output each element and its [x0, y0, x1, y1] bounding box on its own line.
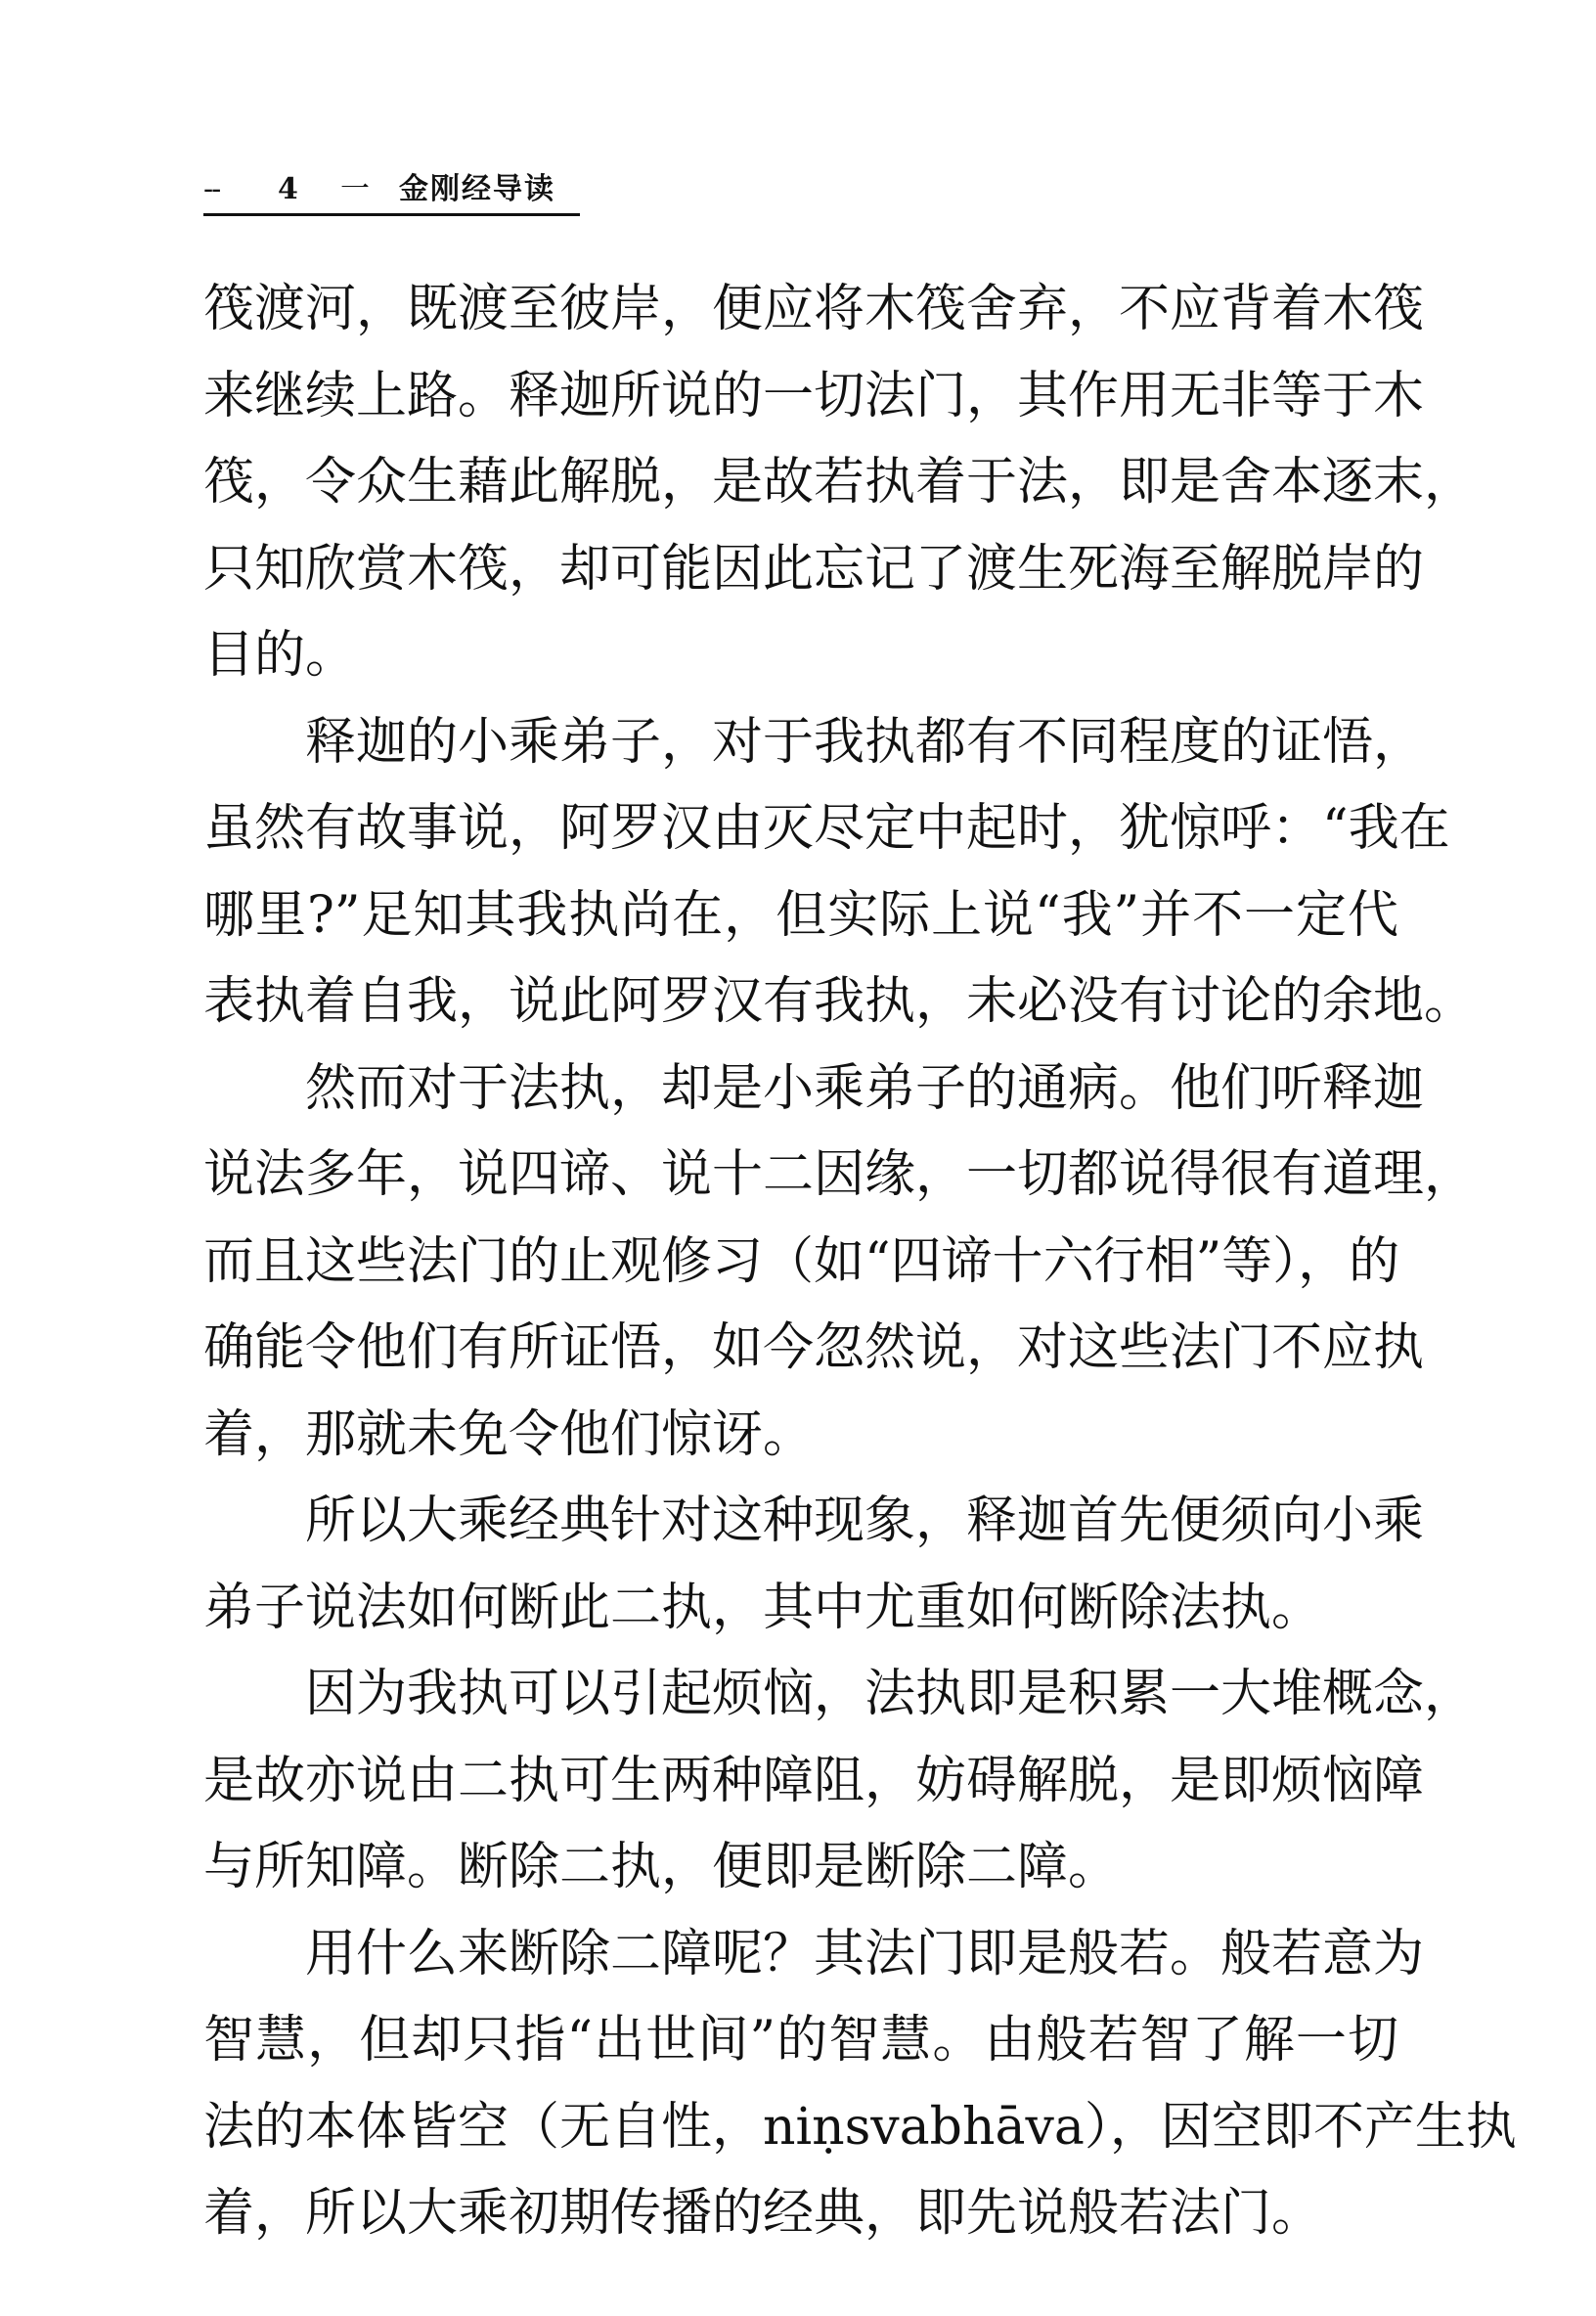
header-rule [203, 213, 580, 216]
text-line: 因为我执可以引起烦恼，法执即是积累一大堆概念， [305, 1665, 1476, 1723]
text-line: 筏渡河，既渡至彼岸，便应将木筏舍弃，不应背着木筏 [203, 280, 1425, 338]
running-header [203, 166, 580, 213]
paragraph [203, 1478, 1425, 1651]
paragraph [203, 266, 1476, 699]
text-line: 用什么来断除二障呢？其法门即是般若。般若意为 [305, 1924, 1425, 1983]
text-line: 智慧，但却只指“出世间”的智慧。由般若智了解一切 [203, 2011, 1398, 2070]
header-dash-left: -- [203, 172, 220, 206]
text-line: 只知欣赏木筏，却可能因此忘记了渡生死海至解脱岸的 [203, 539, 1425, 599]
paragraph [203, 1046, 1476, 1479]
header-dash-mid: 一 [340, 172, 370, 206]
text-line: 表执着自我，说此阿罗汉有我执，未必没有讨论的余地。 [203, 972, 1476, 1031]
text-line: 与所知障。断除二执，便即是断除二障。 [203, 1838, 1120, 1896]
text-line: 虽然有故事说，阿罗汉由灭尽定中起时，犹惊呼：“我在 [203, 799, 1450, 858]
paragraph [203, 1911, 1517, 2257]
text-line: 所以大乘经典针对这种现象，释迦首先便须向小乘 [305, 1492, 1425, 1550]
paragraph [203, 699, 1476, 1046]
text-line: 法的本体皆空（无自性，niṇsvabhāva），因空即不产生执 [203, 2097, 1517, 2157]
text-line: 来继续上路。释迦所说的一切法门，其作用无非等于木 [203, 366, 1425, 425]
text-line: 然而对于法执，却是小乘弟子的通病。他们听释迦 [305, 1058, 1425, 1118]
text-line: 释迦的小乘弟子，对于我执都有不同程度的证悟， [305, 712, 1425, 772]
text-line: 确能令他们有所证悟，如今忽然说，对这些法门不应执 [203, 1318, 1425, 1377]
page-number: 4 [278, 172, 298, 206]
body-text [203, 266, 1517, 2257]
text-line: 目的。 [203, 626, 357, 685]
text-line: 哪里?”足知其我执尚在，但实际上说“我”并不一定代 [203, 885, 1398, 945]
text-line: 着，所以大乘初期传播的经典，即先说般若法门。 [203, 2184, 1323, 2243]
text-line: 而且这些法门的止观修习（如“四谛十六行相”等），的 [203, 1231, 1400, 1291]
book-title: 金刚经导读 [399, 172, 555, 206]
paragraph [203, 1651, 1476, 1911]
text-line: 筏，令众生藉此解脱，是故若执着于法，即是舍本逐末， [203, 453, 1476, 512]
text-line: 说法多年，说四谛、说十二因缘，一切都说得很有道理， [203, 1145, 1476, 1204]
text-line: 是故亦说由二执可生两种障阻，妨碍解脱，是即烦恼障 [203, 1751, 1425, 1810]
text-line: 着，那就未免令他们惊讶。 [203, 1404, 815, 1464]
text-line: 弟子说法如何断此二执，其中尤重如何断除法执。 [203, 1578, 1323, 1637]
